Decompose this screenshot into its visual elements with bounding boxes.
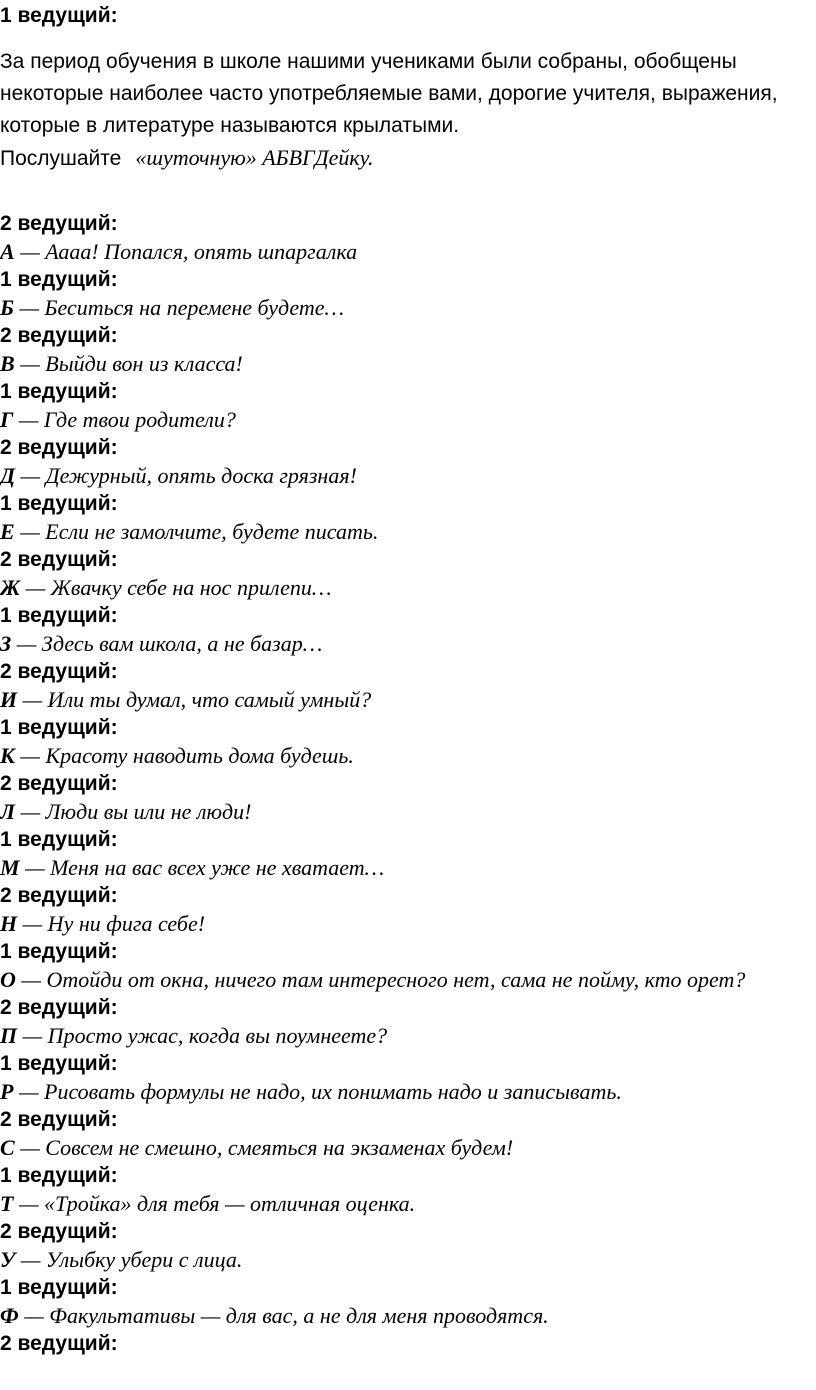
speaker-label: 1 ведущий: [0, 828, 118, 851]
phrase-text: — Или ты думал, что самый умный? [17, 687, 372, 712]
speaker-label: 2 ведущий: [0, 324, 118, 347]
speaker-label: 2 ведущий: [0, 1108, 118, 1131]
phrase-text: — Отойди от окна, ничего там интересного нет, сама не пойму, кто орет? [15, 967, 746, 992]
phrase-letter: З [0, 631, 12, 656]
speaker-label: 1 ведущий: [0, 604, 118, 627]
speaker-label: 1 ведущий: [0, 940, 118, 963]
speaker-label: 2 ведущий: [0, 772, 118, 795]
phrase-letter: И [0, 687, 18, 712]
phrase-letter: Д [0, 463, 16, 488]
phrase-line [0, 1302, 810, 1330]
speaker-label: 2 ведущий: [0, 884, 118, 907]
phrase-text: — Красоту наводить дома будешь. [14, 743, 354, 768]
phrase-letter: В [0, 351, 15, 376]
phrase-line [0, 462, 810, 490]
speaker-label: 1 ведущий: [0, 492, 118, 515]
phrase-line [0, 518, 810, 546]
phrase-letter: Р [0, 1079, 14, 1104]
intro-quote: «шуточную» АБВГДейку. [135, 145, 374, 170]
intro-listen: Послушайте [0, 147, 122, 170]
phrase-letter: Г [0, 407, 14, 432]
phrase-text: — Где твои родители? [13, 407, 236, 432]
phrase-text: — Ну ни фига себе! [17, 911, 206, 936]
phrase-line [0, 574, 810, 602]
phrase-letter: Т [0, 1191, 14, 1216]
speaker-label: 1 ведущий: [0, 1164, 118, 1187]
phrase-text: — Беситься на перемене будете… [13, 295, 345, 320]
phrase-text: — Меня на вас всех уже не хватает… [19, 855, 385, 880]
speaker-label: 2 ведущий: [0, 212, 118, 235]
phrase-line [0, 1190, 810, 1218]
phrase-text: — Просто ужас, когда вы поумнеете? [17, 1023, 388, 1048]
phrase-line [0, 1246, 810, 1274]
phrase-text: — Улыбку убери с лица. [15, 1247, 243, 1272]
phrase-text: — Выйди вон из класса! [14, 351, 243, 376]
phrase-line [0, 350, 810, 378]
phrase-text: — Жвачку себе на нос прилепи… [20, 575, 332, 600]
phrase-text: — Аааа! Попался, опять шпаргалка [14, 239, 358, 264]
phrase-letter: Е [0, 519, 15, 544]
speaker-label: 2 ведущий: [0, 548, 118, 571]
phrase-line [0, 910, 810, 938]
phrase-line [0, 238, 810, 266]
phrase-line [0, 686, 810, 714]
speaker-label: 1 ведущий: [0, 380, 118, 403]
phrase-line [0, 798, 810, 826]
phrase-line [0, 742, 810, 770]
phrase-text: — Люди вы или не люди! [15, 799, 252, 824]
phrase-letter: Н [0, 911, 18, 936]
phrase-text: — Рисовать формулы не надо, их понимать надо и записывать. [13, 1079, 622, 1104]
phrase-line [0, 406, 810, 434]
phrase-letter: П [0, 1023, 18, 1048]
speaker-label: 1 ведущий: [0, 1052, 118, 1075]
phrase-letter: А [0, 239, 15, 264]
phrase-letter: К [0, 743, 15, 768]
speaker-label: 2 ведущий: [0, 660, 118, 683]
phrase-text: — Если не замолчите, будете писать. [14, 519, 379, 544]
phrase-letter: С [0, 1135, 15, 1160]
phrase-text: — Факультативы — для вас, а не для меня проводятся. [18, 1303, 549, 1328]
speaker-label: 2 ведущий: [0, 1220, 118, 1243]
phrase-letter: М [0, 855, 20, 880]
phrase-text: — «Тройка» для тебя — отличная оценка. [13, 1191, 416, 1216]
phrase-text: — Здесь вам школа, а не базар… [11, 631, 323, 656]
speaker-label: 2 ведущий: [0, 436, 118, 459]
phrase-letter: Ф [0, 1303, 19, 1328]
phrase-letter: У [0, 1247, 16, 1272]
phrase-letter: О [0, 967, 16, 992]
intro-speaker: 1 ведущий: [0, 4, 118, 27]
phrase-letter: Л [0, 799, 16, 824]
phrase-letter: Б [0, 295, 14, 320]
phrase-line [0, 854, 810, 882]
speaker-label: 1 ведущий: [0, 268, 118, 291]
phrase-text: — Совсем не смешно, смеяться на экзаменах будем! [14, 1135, 514, 1160]
intro-text: За период обучения в школе нашими учениками были собраны, обобщены некоторые наиболее часто употребляемые вами, дорогие учителя, выражения, которые в литературе называются крылатыми. [0, 50, 778, 137]
phrase-line [0, 294, 810, 322]
phrase-letter: Ж [0, 575, 21, 600]
phrase-text: — Дежурный, опять доска грязная! [15, 463, 357, 488]
dialog-list [0, 210, 810, 1358]
phrase-line [0, 1134, 810, 1162]
speaker-label: 1 ведущий: [0, 716, 118, 739]
speaker-label: 2 ведущий: [0, 996, 118, 1019]
phrase-line [0, 630, 810, 658]
phrase-line [0, 1078, 810, 1106]
speaker-label: 1 ведущий: [0, 1276, 118, 1299]
speaker-label: 2 ведущий: [0, 1332, 118, 1355]
intro-paragraph [0, 46, 810, 175]
phrase-line [0, 1022, 810, 1050]
phrase-line [0, 966, 810, 994]
